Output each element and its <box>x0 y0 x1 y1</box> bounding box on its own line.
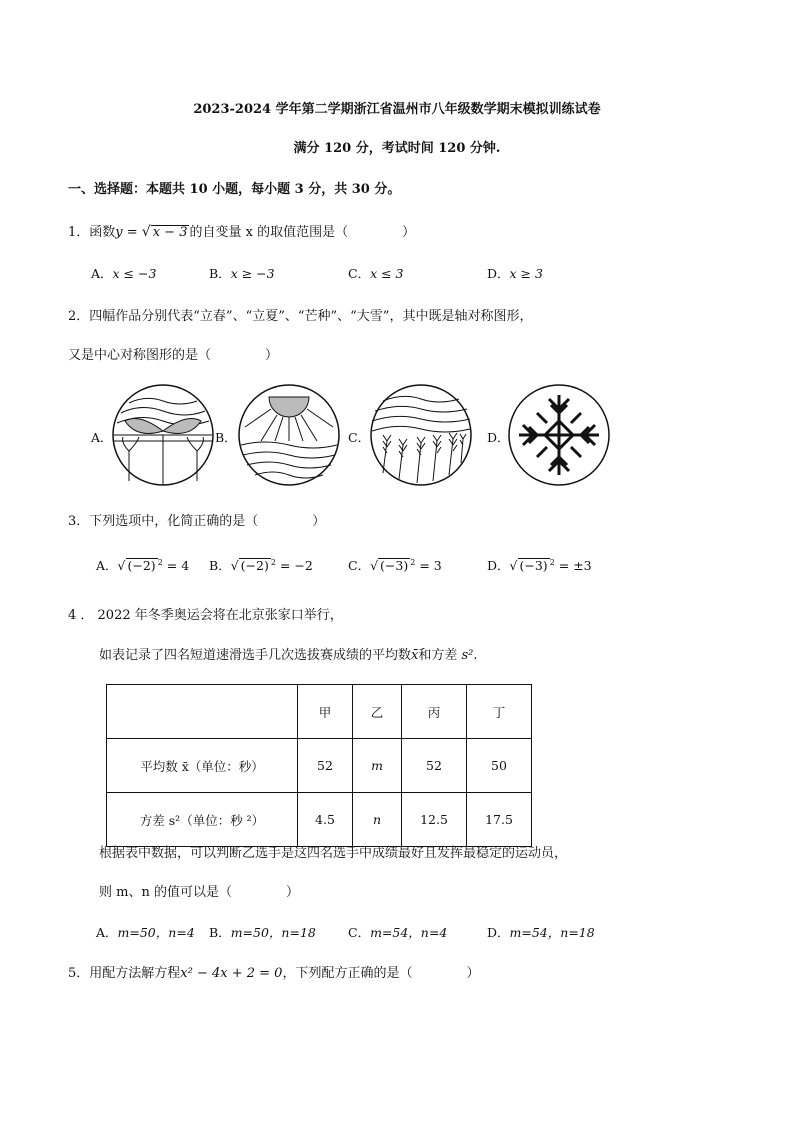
question-4-line4: 则 m、n 的值可以是（ ） <box>99 885 299 900</box>
q1-prefix: 1．函数 <box>68 225 116 240</box>
q1-formula-y: y = <box>115 225 142 240</box>
lichun-sprout-icon[interactable] <box>111 383 215 487</box>
q1-option-c[interactable]: C．x ≤ 3 <box>348 266 404 281</box>
section-heading: 一、选择题：本题共 10 小题，每小题 3 分，共 30 分。 <box>68 182 401 197</box>
q4-option-c[interactable]: C．m=54，n=4 <box>348 925 448 940</box>
q3-option-d[interactable]: D．√ (−3) $^2$ = ±3 <box>487 557 592 573</box>
table-header-row: 甲 乙 丙 丁 <box>107 685 532 739</box>
exam-title: 2023-2024 学年第二学期浙江省温州市八年级数学期末模拟训练试卷 <box>193 102 601 117</box>
question-1: 1．函数y = √ x − 3 的自变量 x 的取值范围是（ ） <box>68 224 416 240</box>
q1-option-d[interactable]: D．x ≥ 3 <box>487 266 543 281</box>
question-5: 5．用配方法解方程x² − 4x + 2 = 0，下列配方正确的是（ ） <box>68 966 480 981</box>
q1-formula-radicand: x − 3 <box>152 225 188 240</box>
q4-option-b[interactable]: B．m=50，n=18 <box>209 925 316 940</box>
question-4-line2: 如表记录了四名短道速滑选手几次选拔赛成绩的平均数x̄和方差 s². <box>99 648 478 663</box>
exam-subtitle: 满分 120 分，考试时间 120 分钟. <box>293 141 501 156</box>
question-4-line1: 4 ． 2022 年冬季奥运会将在北京张家口举行， <box>68 608 343 623</box>
q2-option-d-label[interactable]: D． <box>487 430 510 445</box>
q2-option-c-label[interactable]: C． <box>348 430 371 445</box>
question-2-line1: 2．四幅作品分别代表“立春”、“立夏”、“芒种”、“大雪”，其中既是轴对称图形， <box>68 309 533 324</box>
mangzhong-wheat-icon[interactable] <box>369 383 473 487</box>
table-row: 平均数 x̄（单位：秒） 52 m 52 50 <box>107 739 532 793</box>
q3-option-a[interactable]: A．√ (−2) $^2$ = 4 <box>96 557 190 573</box>
question-3: 3．下列选项中，化简正确的是（ ） <box>68 514 326 529</box>
q1-option-a[interactable]: A．x ≤ −3 <box>91 266 157 281</box>
q4-option-a[interactable]: A．m=50，n=4 <box>96 925 195 940</box>
q2-option-a-label[interactable]: A． <box>91 430 113 445</box>
q1-option-b[interactable]: B．x ≥ −3 <box>209 266 275 281</box>
lixia-sun-icon[interactable] <box>237 383 341 487</box>
q3-option-c[interactable]: C．√ (−3) $^2$ = 3 <box>348 557 442 573</box>
q4-option-d[interactable]: D．m=54，n=18 <box>487 925 595 940</box>
daxue-snowflake-icon[interactable] <box>507 383 611 487</box>
scores-table <box>106 684 532 847</box>
table-row: 方差 s²（单位：秒 ²） 4.5 n 12.5 17.5 <box>107 793 532 847</box>
q2-option-b-label[interactable]: B． <box>215 430 237 445</box>
q3-option-b[interactable]: B．√ (−2) $^2$ = −2 <box>209 557 313 573</box>
q1-suffix: 的自变量 x 的取值范围是（ <box>189 225 349 240</box>
question-2-line2: 又是中心对称图形的是（ ） <box>68 348 279 363</box>
question-4-line3: 根据表中数据，可以判断乙选手是这四名选手中成绩最好且发挥最稳定的运动员， <box>99 846 568 861</box>
